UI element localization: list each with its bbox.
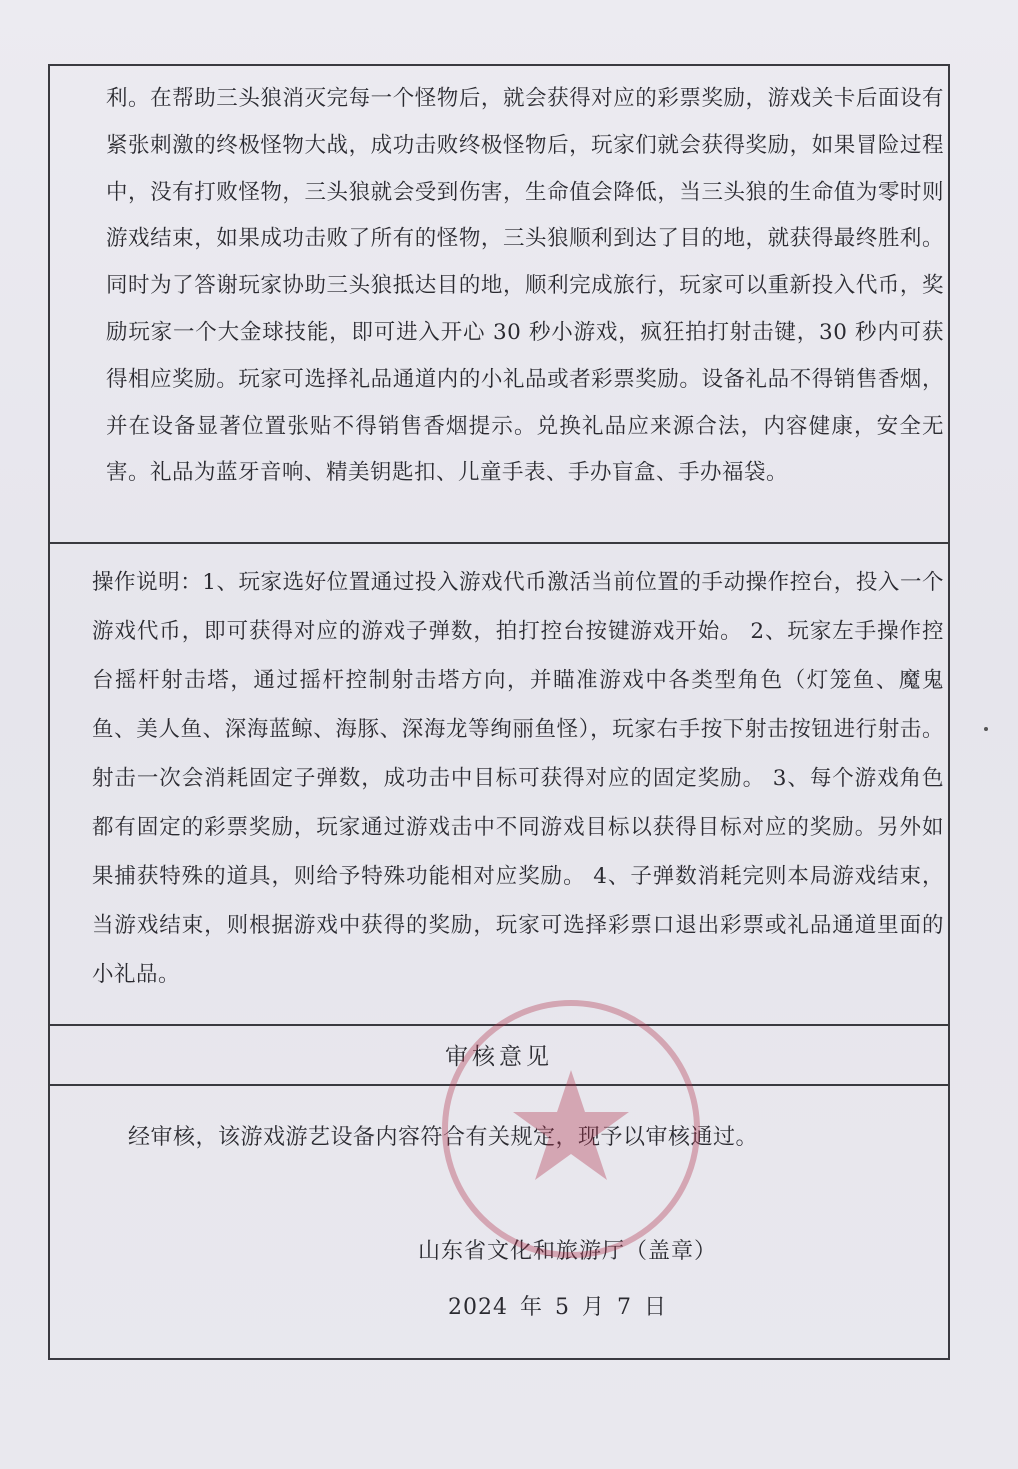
review-title: 审核意见 (445, 1044, 553, 1070)
operation-instructions-cell (50, 544, 948, 1026)
official-seal-stamp (436, 994, 706, 1264)
seal-star-icon (513, 1070, 629, 1180)
stray-mark (984, 727, 988, 731)
review-opinion-text: 经审核，该游戏游艺设备内容符合有关规定，现予以审核通过。 (128, 1125, 759, 1150)
operation-instructions-text: 操作说明：1、玩家选好位置通过投入游戏代币激活当前位置的手动操作控台，投入一个游戏代币，即可获得对应的游戏子弹数，拍打控台按键游戏开始。 2、玩家左手操作控台摇杆射击塔，通过摇杆控制射击塔方向，并瞄准游戏中各类型角色（灯笼鱼、魔鬼鱼、美人鱼、深海蓝鲸、海豚、深海龙等绚丽鱼怪），玩家右手按下射击按钮进行射击。射击一次会消耗固定子弹数，成功击中目标可获得对应的固定奖励。 3、每个游戏角色都有固定的彩票奖励，玩家通过游戏击中不同游戏目标以获得目标对应的奖励。另外如果捕获特殊的道具，则给予特殊功能相对应奖励。 4、子弹数消耗完则本局游戏结束，当游戏结束，则根据游戏中获得的奖励，玩家可选择彩票口退出彩票或礼品通道里面的小礼品。 (92, 570, 944, 987)
review-date: 2024 年 5 月 7 日 (448, 1295, 667, 1320)
game-description-cell (50, 66, 948, 544)
game-description-text: 利。在帮助三头狼消灭完每一个怪物后，就会获得对应的彩票奖励，游戏关卡后面设有紧张刺激的终极怪物大战，成功击败终极怪物后，玩家们就会获得奖励，如果冒险过程中，没有打败怪物，三头狼就会受到伤害，生命值会降低，当三头狼的生命值为零时则游戏结束，如果成功击败了所有的怪物，三头狼顺利到达了目的地，就获得最终胜利。同时为了答谢玩家协助三头狼抵达目的地，顺利完成旅行，玩家可以重新投入代币，奖励玩家一个大金球技能，即可进入开心 30 秒小游戏，疯狂拍打射击键，30 秒内可获得相应奖励。玩家可选择礼品通道内的小礼品或者彩票奖励。设备礼品不得销售香烟，并在设备显著位置张贴不得销售香烟提示。兑换礼品应来源合法，内容健康，安全无害。礼品为蓝牙音响、精美钥匙扣、儿童手表、手办盲盒、手办福袋。 (106, 86, 944, 486)
signing-authority: 山东省文化和旅游厅（盖章） (418, 1239, 718, 1264)
